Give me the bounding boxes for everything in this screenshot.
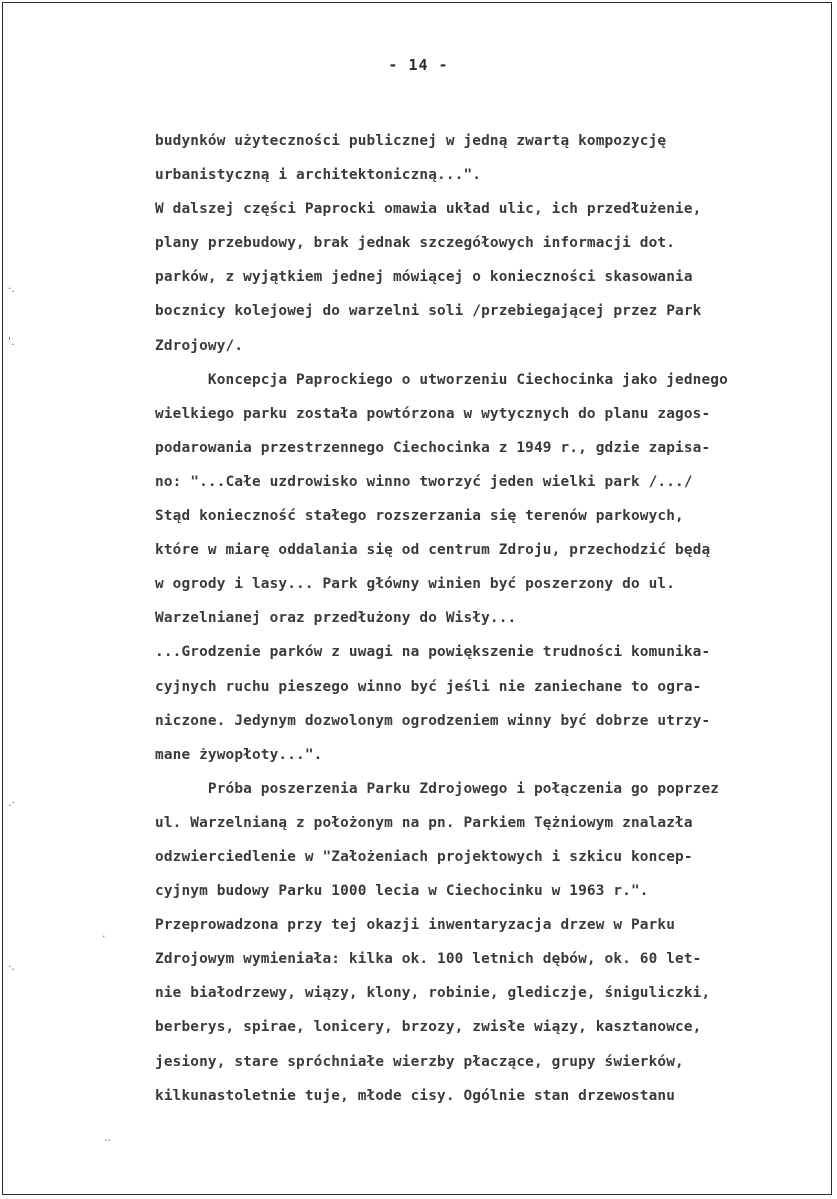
text-line: mane żywopłoty...". <box>155 746 323 763</box>
margin-mark: ·. <box>8 282 15 295</box>
text-line: które w miarę oddalania się od centrum Zdroju, przechodzić będą <box>155 542 711 559</box>
text-line: Stąd konieczność stałego rozszerzania się terenów parkowych, <box>155 508 684 525</box>
text-line: plany przebudowy, brak jednak szczegółowych informacji dot. <box>155 235 676 252</box>
page-number: - 14 - <box>388 56 449 74</box>
margin-mark: ·· <box>104 1134 111 1147</box>
document-body <box>155 124 825 1113</box>
text-line: podarowania przestrzennego Ciechocinka z 1949 r., gdzie zapisa- <box>155 439 711 456</box>
text-line: odzwierciedlenie w "Założeniach projektowych i szkicu koncep- <box>155 848 693 865</box>
text-line: W dalszej części Paprocki omawia układ ulic, ich przedłużenie, <box>155 201 702 218</box>
text-line: kilkunastoletnie tuje, młode cisy. Ogólnie stan drzewostanu <box>155 1087 676 1104</box>
margin-mark: ·. <box>8 960 15 973</box>
text-line: Przeprowadzona przy tej okazji inwentaryzacja drzew w Parku <box>155 917 676 934</box>
text-line: Zdrojowym wymieniała: kilka ok. 100 letnich dębów, ok. 60 let- <box>155 951 702 968</box>
margin-mark: '. <box>8 335 15 348</box>
text-line: nie białodrzewy, wiązy, klony, robinie, glediczje, śniguliczki, <box>155 985 711 1002</box>
text-line: niczone. Jedynym dozwolonym ogrodzeniem winny być dobrze utrzy- <box>155 712 711 729</box>
text-line: urbanistyczną i architektoniczną...". <box>155 167 482 184</box>
margin-mark: .· <box>8 796 15 809</box>
text-line: berberys, spirae, lonicery, brzozy, zwisłe wiązy, kasztanowce, <box>155 1019 702 1036</box>
text-line: ul. Warzelnianą z położonym na pn. Parkiem Tężniowym znalazła <box>155 814 693 831</box>
paragraph-start-line: Próba poszerzenia Parku Zdrojowego i połączenia go poprzez <box>155 780 720 797</box>
text-line: parków, z wyjątkiem jednej mówiącej o konieczności skasowania <box>155 269 693 286</box>
text-line: jesiony, stare spróchniałe wierzby płaczące, grupy świerków, <box>155 1053 684 1070</box>
text-line: cyjnym budowy Parku 1000 lecia w Ciechocinku w 1963 r.". <box>155 883 649 900</box>
text-line: Warzelnianej oraz przedłużony do Wisły... <box>155 610 517 627</box>
text-line: cyjnych ruchu pieszego winno być jeśli nie zaniechane to ogra- <box>155 678 702 695</box>
text-line: ...Grodzenie parków z uwagi na powiększenie trudności komunika- <box>155 644 711 661</box>
text-line: Zdrojowy/. <box>155 337 244 354</box>
paragraph-start-line: Koncepcja Paprockiego o utworzeniu Ciechocinka jako jednego <box>155 371 728 388</box>
margin-mark: · <box>102 930 106 943</box>
text-line: w ogrody i lasy... Park główny winien być poszerzony do ul. <box>155 576 676 593</box>
text-line: budynków użyteczności publicznej w jedną zwartą kompozycję <box>155 133 667 149</box>
text-line: bocznicy kolejowej do warzelni soli /przebiegającej przez Park <box>155 303 702 320</box>
text-line: wielkiego parku została powtórzona w wytycznych do planu zagos- <box>155 405 711 422</box>
text-line: no: "...Całe uzdrowisko winno tworzyć jeden wielki park /.../ <box>155 473 693 490</box>
